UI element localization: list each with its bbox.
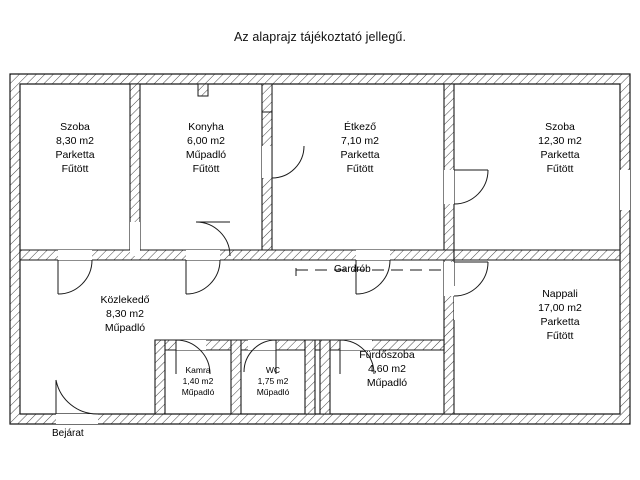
entrance-label: Bejárat [52, 428, 84, 439]
room-label-furdoszoba: Fürdőszoba 4,60 m2 Műpadló [359, 349, 415, 389]
room-label-kozlekedo: Közlekedő 8,30 m2 Műpadló [100, 294, 150, 334]
room-label-konyha: Konyha 6,00 m2 Műpadló Fűtött [185, 121, 227, 175]
room-label-kamra: Kamra 1,40 m2 Műpadló [181, 365, 215, 397]
room-label-nappali: Nappali 17,00 m2 Parketta Fűtött [538, 288, 582, 342]
wardrobe-label: Gardrób [334, 264, 371, 275]
room-label-wc: WC 1,75 m2 Műpadló [256, 365, 290, 397]
room-label-etkezo: Étkező 7,10 m2 Parketta Fűtött [340, 121, 380, 175]
plan-disclaimer-title: Az alaprajz tájékoztató jellegű. [233, 30, 407, 44]
room-label-szoba-right: Szoba 12,30 m2 Parketta Fűtött [538, 121, 582, 175]
room-label-szoba-left: Szoba 8,30 m2 Parketta Fűtött [55, 121, 95, 175]
